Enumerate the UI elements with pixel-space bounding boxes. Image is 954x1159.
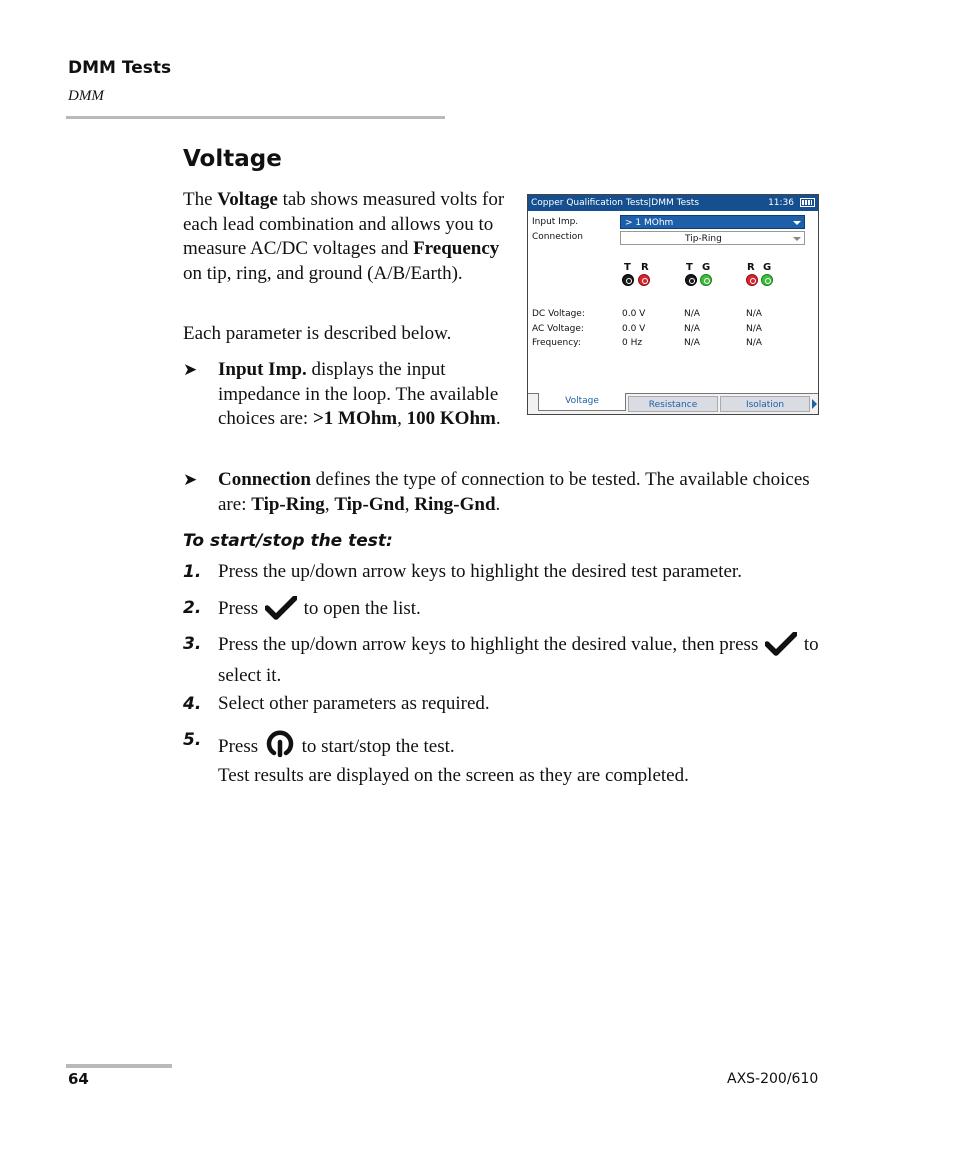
procedure-step [183, 692, 833, 717]
separator: , [324, 493, 335, 515]
procedure-step [183, 728, 833, 766]
choice-value: Tip-Ring [251, 493, 325, 515]
bullet-term: Connection [218, 469, 311, 490]
row-value: N/A [684, 309, 700, 319]
row-label: Frequency: [532, 338, 581, 348]
input-imp-label: Input Imp. [532, 217, 579, 227]
connection-value: Tip-Ring [685, 234, 722, 244]
bullet-text [218, 358, 513, 432]
input-imp-dropdown[interactable] [620, 215, 805, 229]
battery-icon [800, 198, 815, 207]
procedure-step [183, 560, 833, 585]
step-number: 2. [183, 598, 202, 618]
step-text [218, 728, 455, 766]
step-text-part: to start/stop the test. [296, 736, 455, 757]
row-value: 0.0 V [622, 324, 646, 334]
choice-value: >1 MOhm [312, 408, 398, 429]
chevron-down-icon [793, 221, 801, 225]
connection-dropdown[interactable] [620, 231, 805, 245]
chevron-down-icon [793, 237, 801, 241]
lead-connector-icon [746, 274, 758, 286]
step-number: 5. [183, 730, 202, 750]
voltage-term: Voltage [217, 189, 278, 210]
lead-connector-icon [622, 274, 634, 286]
chevron-right-icon[interactable] [812, 399, 817, 409]
lead-letter: R [641, 262, 649, 273]
tab-isolation[interactable]: Isolation [720, 396, 810, 412]
lead-connector-icon [761, 274, 773, 286]
procedure-title: To start/stop the test: [183, 531, 393, 551]
product-name: AXS-200/610 [727, 1071, 819, 1087]
lead-connector-icon [638, 274, 650, 286]
section-subtitle: DMM [68, 88, 104, 104]
step-text: Select other parameters as required. [218, 693, 490, 714]
device-title-bar [528, 195, 818, 211]
step-number: 3. [183, 634, 202, 654]
choice-value: Ring-Gnd [414, 493, 496, 515]
tab-resistance[interactable]: Resistance [628, 396, 718, 412]
lead-connector-icon [685, 274, 697, 286]
connection-label: Connection [532, 232, 583, 242]
step-text-part: Press [218, 736, 263, 757]
separator: , [397, 408, 407, 429]
lead-letter: G [763, 262, 772, 273]
step-text [218, 596, 421, 628]
device-tab-bar [528, 393, 818, 415]
header-rule [66, 116, 445, 119]
result-note: Test results are displayed on the screen as they are completed. [218, 765, 689, 786]
bullet-text [218, 468, 823, 517]
lead-letter: R [747, 262, 755, 273]
footer-rule [66, 1064, 172, 1068]
bullet-term: Input Imp. [218, 359, 307, 380]
step-text [218, 632, 828, 688]
step-number: 4. [183, 694, 202, 714]
step-number: 1. [183, 562, 202, 582]
bullet-connection [183, 468, 823, 517]
step-text-part: to select it. [218, 634, 819, 686]
choice-value: Tip-Gnd [334, 493, 405, 515]
section-heading: Voltage [183, 146, 282, 172]
step-text-part: to open the list. [298, 598, 421, 619]
row-value: N/A [684, 338, 700, 348]
checkmark-icon [265, 596, 297, 628]
page-number: 64 [68, 1070, 89, 1088]
start-stop-icon [265, 728, 295, 766]
choice-value: 100 KOhm [406, 408, 496, 429]
step-text: Press the up/down arrow keys to highlight the desired test parameter. [218, 561, 742, 582]
device-screenshot [527, 194, 819, 415]
row-value: 0 Hz [622, 338, 643, 348]
row-label: AC Voltage: [532, 324, 584, 334]
separator: . [495, 408, 501, 429]
bullet-body: displays the input impedance in the loop. The available choices are: [218, 359, 499, 429]
row-value: 0.0 V [622, 309, 646, 319]
chapter-title: DMM Tests [68, 58, 172, 78]
procedure-step [183, 632, 833, 688]
step-text-part: Press the up/down arrow keys to highlight the desired value, then press [218, 634, 764, 655]
device-clock: 11:36 [768, 198, 794, 208]
row-label: DC Voltage: [532, 309, 585, 319]
row-value: N/A [746, 338, 762, 348]
device-title: Copper Qualification Tests|DMM Tests [531, 198, 700, 208]
separator: , [404, 493, 415, 515]
bullet-arrow-icon: ➤ [183, 360, 198, 379]
lead-connector-icon [700, 274, 712, 286]
row-value: N/A [746, 309, 762, 319]
separator: . [495, 493, 501, 515]
lead-letter: G [702, 262, 711, 273]
intro-text: tab shows measured volts for each lead combination and allows you to measure AC/DC voltages and [183, 189, 505, 259]
checkmark-icon [765, 632, 797, 664]
step-text-part: Press [218, 598, 263, 619]
description-paragraph: Each parameter is described below. [183, 323, 452, 344]
intro-text: The [183, 189, 218, 210]
row-value: N/A [684, 324, 700, 334]
intro-paragraph [183, 188, 518, 286]
lead-letter: T [686, 262, 693, 273]
bullet-input-imp [183, 358, 513, 432]
bullet-body: defines the type of connection to be tested. The available choices are: [218, 469, 810, 515]
intro-text: on tip, ring, and ground (A/B/Earth). [183, 262, 463, 284]
procedure-step [183, 596, 833, 628]
lead-letter: T [624, 262, 631, 273]
row-value: N/A [746, 324, 762, 334]
bullet-arrow-icon: ➤ [183, 470, 198, 489]
input-imp-value: > 1 MOhm [625, 218, 674, 228]
tab-voltage[interactable]: Voltage [538, 393, 626, 411]
frequency-term: Frequency [413, 238, 500, 259]
